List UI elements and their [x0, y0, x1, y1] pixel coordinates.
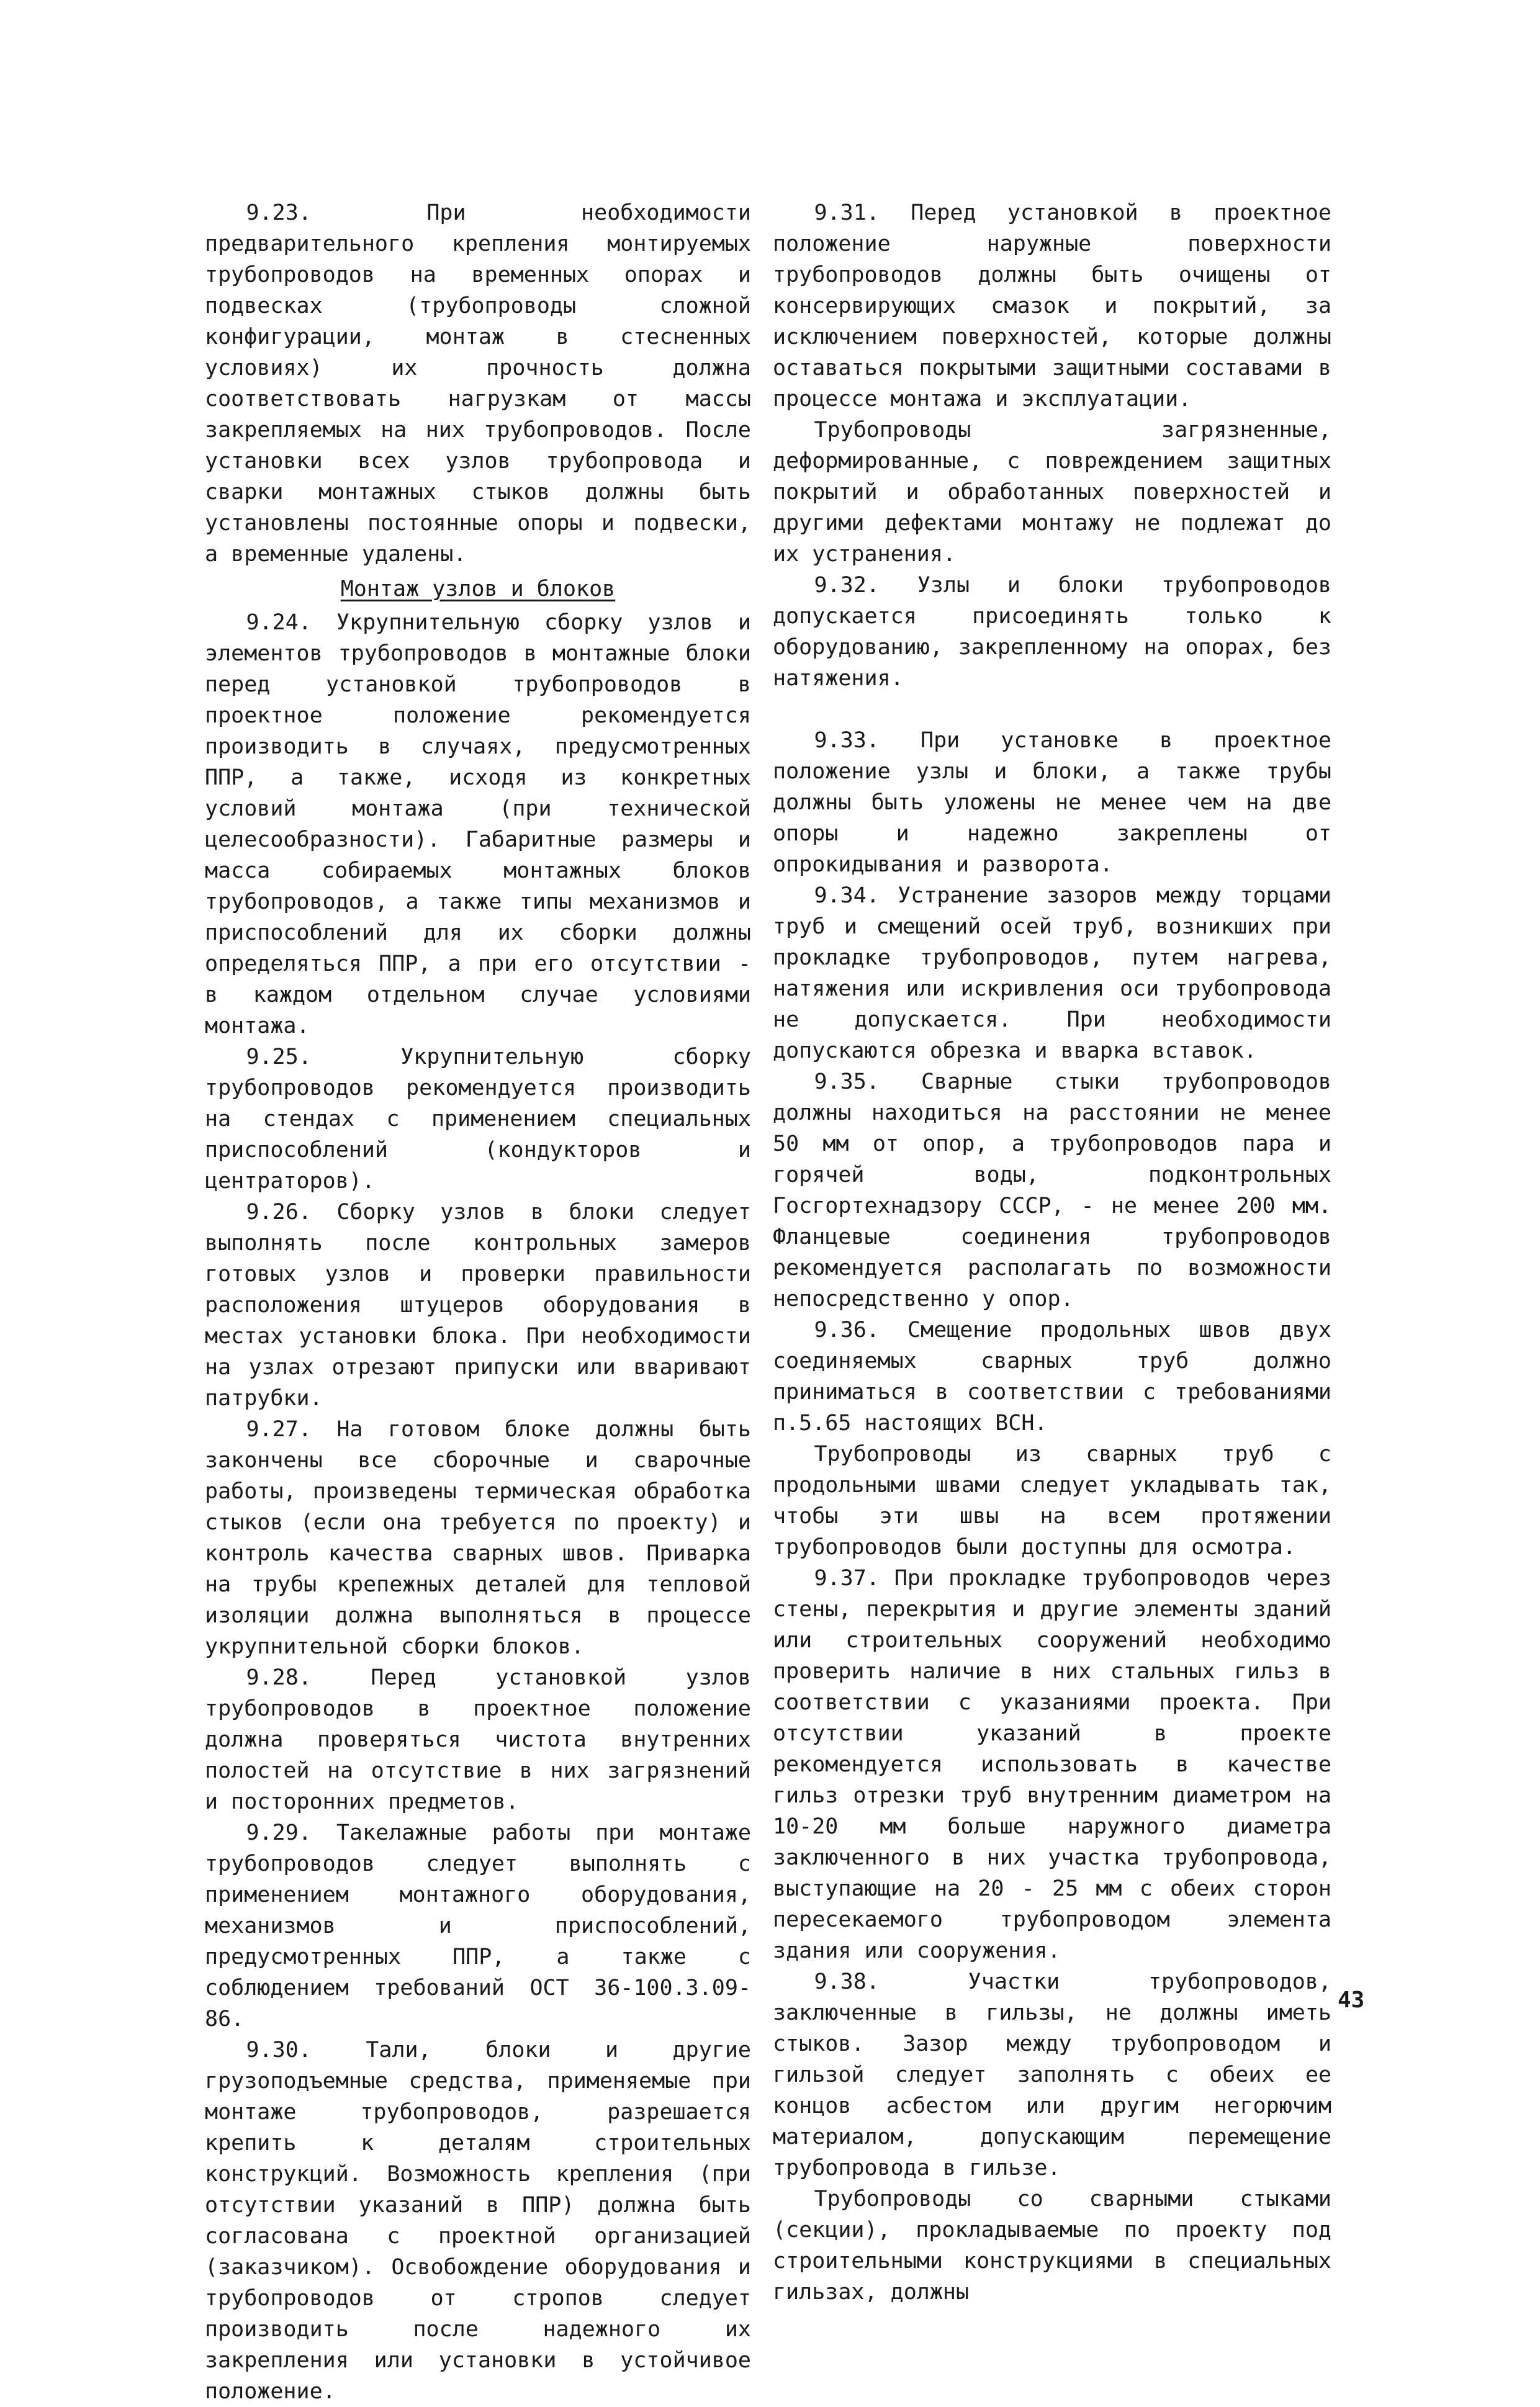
- left-column: [205, 197, 751, 2407]
- paragraph-9-24: 9.24. Укрупнительную сборку узлов и элементов трубопроводов в монтажные блоки перед установкой трубопроводов в проектное положение рекомендуется производить в случаях, предусмотренных ППР, а также, исходя из конкретных условий монтажа (при технической целесообразности). Габаритные размеры и масса собираемых монтажных блоков трубопроводов, а также типы механизмов и приспособлений для их сборки должны определяться ППР, а при его отсутствии - в каждом отдельном случае условиями монтажа.: [205, 610, 751, 1038]
- paragraph-9-25: 9.25. Укрупнительную сборку трубопроводов рекомендуется производить на стендах с применением специальных приспособлений (кондукторов и центраторов).: [205, 1045, 751, 1194]
- paragraph-9-36-continued: Трубопроводы из сварных труб с продольными швами следует укладывать так, чтобы эти швы на всем протяжении трубопроводов были доступны для осмотра.: [773, 1442, 1331, 1560]
- paragraph-9-37: 9.37. При прокладке трубопроводов через стены, перекрытия и другие элементы зданий или строительных сооружений необходимо проверить наличие в них стальных гильз в соответствии с указаниями проекта. При отсутствии указаний в проекте рекомендуется использовать в качестве гильз отрезки труб внутренним диаметром на 10-20 мм больше наружного диаметра заключенного в них участка трубопровода, выступающие на 20 - 25 мм с обеих сторон пересекаемого трубопроводом элемента здания или сооружения.: [773, 1566, 1331, 1963]
- paragraph-9-36: 9.36. Смещение продольных швов двух соединяемых сварных труб должно приниматься в соответствии с требованиями п.5.65 настоящих ВСН.: [773, 1318, 1331, 1436]
- paragraph-9-31-continued: Трубопроводы загрязненные, деформированные, с повреждением защитных покрытий и обработанных поверхностей и другими дефектами монтажу не подлежат до их устранения.: [773, 418, 1331, 567]
- paragraph-9-27: 9.27. На готовом блоке должны быть закончены все сборочные и сварочные работы, произведены термическая обработка стыков (если она требуется по проекту) и контроль качества сварных швов. Приварка на трубы крепежных деталей для тепловой изоляции должна выполняться в процессе укрупнительной сборки блоков.: [205, 1417, 751, 1659]
- paragraph-9-26: 9.26. Сборку узлов в блоки следует выполнять после контрольных замеров готовых узлов и проверки правильности расположения штуцеров оборудования в местах установки блока. При необходимости на узлах отрезают припуски или вваривают патрубки.: [205, 1200, 751, 1411]
- paragraph-9-31: 9.31. Перед установкой в проектное положение наружные поверхности трубопроводов должны быть очищены от консервирующих смазок и покрытий, за исключением поверхностей, которые должны оставаться покрытыми защитными составами в процессе монтажа и эксплуатации.: [773, 200, 1331, 412]
- paragraph-9-28: 9.28. Перед установкой узлов трубопроводов в проектное положение должна проверяться чистота внутренних полостей на отсутствие в них загрязнений и посторонних предметов.: [205, 1665, 751, 1814]
- paragraph-9-29: 9.29. Такелажные работы при монтаже трубопроводов следует выполнять с применением монтажного оборудования, механизмов и приспособлений, предусмотренных ППР, а также с соблюдением требований ОСТ 36-100.3.09-86.: [205, 1820, 751, 2031]
- right-column: [773, 197, 1331, 2308]
- paragraph-9-23: 9.23. При необходимости предварительного крепления монтируемых трубопроводов на временных опорах и подвесках (трубопроводы сложной конфигурации, монтаж в стесненных условиях) их прочность должна соответствовать нагрузкам от массы закрепляемых на них трубопроводов. После установки всех узлов трубопровода и сварки монтажных стыков должны быть установлены постоянные опоры и подвески, а временные удалены.: [205, 200, 751, 567]
- paragraph-9-38-continued: Трубопроводы со сварными стыками (секции), прокладываемые по проекту под строительными конструкциями в специальных гильзах, должны: [773, 2187, 1331, 2305]
- paragraph-9-32: 9.32. Узлы и блоки трубопроводов допускается присоединять только к оборудованию, закрепленному на опорах, без натяжения.: [773, 573, 1331, 691]
- paragraph-9-38: 9.38. Участки трубопроводов, заключенные в гильзы, не должны иметь стыков. Зазор между трубопроводом и гильзой следует заполнять с обеих ее концов асбестом или другим негорючим материалом, допускающим перемещение трубопровода в гильзе.: [773, 1969, 1331, 2180]
- paragraph-9-33: 9.33. При установке в проектное положение узлы и блоки, а также трубы должны быть уложены не менее чем на две опоры и надежно закреплены от опрокидывания и разворота.: [773, 728, 1331, 877]
- section-heading: [205, 574, 751, 605]
- page-number: 43: [1338, 1987, 1365, 2013]
- section-heading-text: Монтаж узлов и блоков: [340, 577, 616, 601]
- paragraph-9-34: 9.34. Устранение зазоров между торцами труб и смещений осей труб, возникших при прокладке трубопроводов, путем нагрева, натяжения или искривления оси трубопровода не допускается. При необходимости допускаются обрезка и вварка вставок.: [773, 883, 1331, 1063]
- paragraph-9-35: 9.35. Сварные стыки трубопроводов должны находиться на расстоянии не менее 50 мм от опор, а трубопроводов пара и горячей воды, подконтрольных Госгортехнадзору СССР, - не менее 200 мм. Фланцевые соединения трубопроводов рекомендуется располагать по возможности непосредственно у опор.: [773, 1069, 1331, 1311]
- paragraph-9-30: 9.30. Тали, блоки и другие грузоподъемные средства, применяемые при монтаже трубопроводов, разрешается крепить к деталям строительных конструкций. Возможность крепления (при отсутствии указаний в ППР) должна быть согласована с проектной организацией (заказчиком). Освобождение оборудования и трубопроводов от стропов следует производить после надежного их закрепления или установки в устойчивое положение.: [205, 2038, 751, 2404]
